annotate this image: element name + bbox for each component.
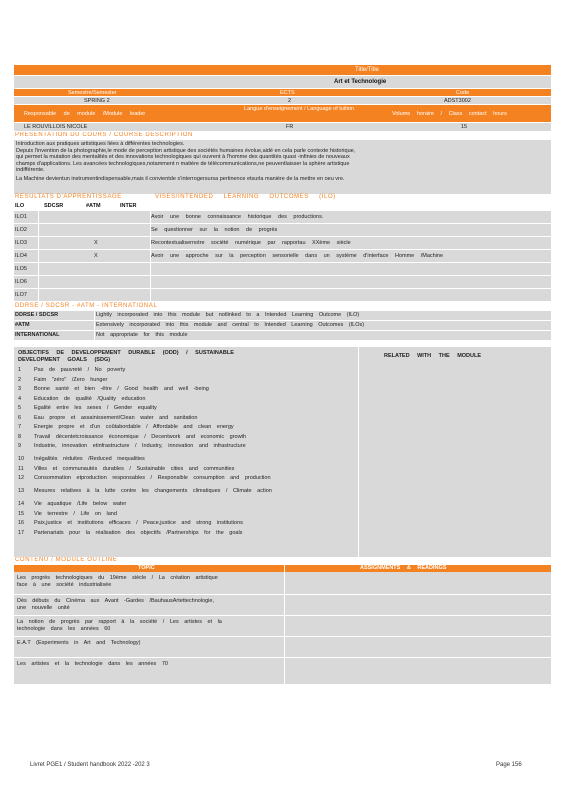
outcomes-table xyxy=(14,211,551,302)
contents-table xyxy=(14,572,551,685)
ilo-id: ILO2 xyxy=(15,227,27,233)
goal-number: 16 xyxy=(18,520,25,526)
presentation-line: La Machine devientun instrumentindispensable,mais il convientde s'interrogersursa pertinence etsurla manière de la mettre en oeu vre. xyxy=(16,175,345,182)
presentation-line: qui permet la mutation des mentalités et des innovations technologiques qui ouvrent à l'homme des quantités quasi -infinies de nouveaux xyxy=(16,154,350,160)
content-row xyxy=(14,595,551,616)
title-label: Title/Title xyxy=(355,67,379,73)
ilo-id: ILO3 xyxy=(15,240,27,246)
goal-row xyxy=(16,414,356,424)
goal-number: 15 xyxy=(18,510,25,517)
goal-number: 12 xyxy=(18,475,25,481)
semester-value: SPRING 2 xyxy=(84,98,110,104)
goal-row xyxy=(16,404,356,414)
goal-row xyxy=(16,487,356,500)
col-ilo: ILO xyxy=(15,203,25,209)
content-divider xyxy=(284,595,285,615)
module-title: Art et Technologie xyxy=(334,79,387,85)
hours-value: 15 xyxy=(461,124,468,130)
col-inter: INTER xyxy=(120,203,137,209)
ilo-id: ILO6 xyxy=(15,279,27,285)
goal-row xyxy=(16,423,356,433)
content-topic-line: Les progrès technologiques du 19ème siècle / La création artistique xyxy=(17,575,218,581)
content-divider xyxy=(284,637,285,657)
footer-page: Page 156 xyxy=(496,762,522,768)
legend-text: Lightly incorporated into this module but notlinked to a Intended Learning Outcome (ILO) xyxy=(96,312,360,318)
goal-number: 6 xyxy=(18,414,22,421)
ilo-id: ILO7 xyxy=(15,292,27,298)
content-topic xyxy=(17,598,282,611)
presentation-line: Depuis l'invention de la photographie,le mode de perception artistique des sociétés humaines évolue,aidé en cela parle contexte historique, xyxy=(16,147,356,154)
legend-row xyxy=(14,311,551,321)
meta-values-row xyxy=(14,97,551,105)
content-topic xyxy=(17,640,282,647)
goal-number: 1 xyxy=(18,367,22,373)
outcomes-column-header xyxy=(14,202,551,211)
semester-label: Semestre/Semester xyxy=(68,90,117,96)
outcomes-heading-left: RESULTATS D'APPRENTISSAGE xyxy=(15,194,122,200)
meta2-values-row xyxy=(14,123,551,132)
goal-number: 5 xyxy=(18,405,22,411)
code-value: ADST3002 xyxy=(444,98,471,104)
ilo-row xyxy=(14,250,551,263)
content-topic-line: E.A.T (Experiments in Art and Technology) xyxy=(17,640,141,646)
ilo-divider xyxy=(38,237,39,249)
ilo-row xyxy=(14,289,551,302)
legend-divider xyxy=(94,311,95,320)
goal-text: Paix,justice et institutions efficaces / Peace,justice and strong institutions xyxy=(34,520,243,526)
legend-row xyxy=(14,321,551,331)
content-divider xyxy=(284,572,285,594)
goal-text: Villes et communautés durables / Sustainable cities and communities xyxy=(34,465,235,472)
ilo-divider xyxy=(38,224,39,236)
ilo-id: ILO4 xyxy=(15,253,27,259)
ilo-divider xyxy=(38,263,39,275)
goal-text: Bonne santé et bien -être / Good health and well -being xyxy=(34,386,209,392)
assignments-label: ASSIGNMENTS & READINGS xyxy=(360,565,447,571)
content-topic xyxy=(17,661,282,668)
content-topic-line: La notion de progrès par rapport à la société / Les artistes et la xyxy=(17,619,222,625)
ects-value: 2 xyxy=(288,98,292,104)
title-label-row xyxy=(14,65,551,76)
ilo-text: Avoir une approche sur la perception sensorielle dans un système d'interface Homme /Machine xyxy=(151,253,444,259)
content-topic-line: une nouvelle unité xyxy=(17,604,70,611)
ilo-row xyxy=(14,263,551,276)
content-row xyxy=(14,616,551,637)
content-topic-line: Les artistes et la technologie dans les années 70 xyxy=(17,661,168,667)
goal-text: Mesures relatives à la lutte contre les changements climatiques / Climate action xyxy=(34,488,272,494)
ilo-divider xyxy=(150,276,151,288)
goal-number: 14 xyxy=(18,501,25,507)
goal-text: Eau propre et assainissement/Clean water and sanitation xyxy=(34,414,198,421)
language-value: FR xyxy=(286,124,294,130)
goal-row xyxy=(16,510,356,520)
legend-text: Extensively incorporated into this module and central to Intended Learning Outcomes (ILOs) xyxy=(96,322,365,328)
goal-number: 9 xyxy=(18,443,22,449)
meta2-labels-row xyxy=(14,105,551,123)
legend-row xyxy=(14,331,551,341)
goal-text: Vie aquatique /Life below water xyxy=(34,501,127,507)
legend-divider xyxy=(94,331,95,340)
presentation-line: indifférente. xyxy=(16,167,45,173)
ilo-mark: X xyxy=(94,240,98,246)
goal-number: 17 xyxy=(18,529,25,536)
goal-text: Education de qualité /Quality education xyxy=(34,395,146,402)
goal-text: Consommation etproduction responsables / Responsible consumption and production xyxy=(34,475,271,481)
goal-row xyxy=(16,474,356,487)
presentation-line: champs d'applications. Les avancées technologiques,notamment n matière de télécommunications,ne peuventlaisser la sphère artistique xyxy=(16,160,350,167)
goal-row xyxy=(16,376,356,386)
content-row xyxy=(14,572,551,595)
content-topic xyxy=(17,575,282,588)
legend-heading: DDRSE / SDCSR - #ATM - INTERNATIONAL xyxy=(15,303,158,309)
goal-row xyxy=(16,366,356,376)
footer-left: Livret PGE1 / Student handbook 2022 -202 3 xyxy=(30,762,150,768)
goal-text: Inégalités réduites /Reduced inequalities xyxy=(34,456,145,462)
ilo-text: Se questionner sur la notion de progrès xyxy=(151,227,278,233)
goal-number: 4 xyxy=(18,395,22,402)
hours-label: Volume horaire / Class contact hours xyxy=(392,111,507,117)
presentation-line: Introduction aux pratiques artistiques liées à différentes technologies. xyxy=(16,141,185,147)
goals-heading-2: DEVELOPMENT GOALS (SDG) xyxy=(18,357,111,363)
content-topic xyxy=(17,619,282,632)
ilo-id: ILO1 xyxy=(15,214,27,220)
related-label: RELATED WITH THE MODULE xyxy=(384,353,482,359)
ilo-divider xyxy=(38,250,39,262)
content-topic-line: face à une société industrialisée xyxy=(17,581,112,588)
ilo-mark: X xyxy=(94,253,98,259)
leader-label: Responsable de module /Module leader xyxy=(24,111,146,117)
ilo-divider xyxy=(38,289,39,301)
content-row xyxy=(14,637,551,658)
topic-label: TOPIC xyxy=(138,565,155,571)
content-topic-line: technologie dans les années 60 xyxy=(17,625,111,632)
ilo-row xyxy=(14,211,551,224)
contents-header-row xyxy=(14,565,551,572)
title-value-row xyxy=(14,76,551,89)
legend-key: #ATM xyxy=(15,322,30,328)
goal-text: Pas de pauvreté / No poverty xyxy=(34,367,126,373)
goal-text: Partenariats pour la réalisation des objectifs /Partnerships for the goals xyxy=(34,529,243,536)
ilo-id: ILO5 xyxy=(15,266,27,272)
goal-row xyxy=(16,519,356,529)
goal-row xyxy=(16,395,356,405)
ilo-divider xyxy=(38,276,39,288)
contents-heading: CONTENU / MODULE OUTLINE xyxy=(15,557,118,563)
goal-row xyxy=(16,455,356,465)
goal-number: 10 xyxy=(18,456,25,462)
legend-text: Not appropriate for this module xyxy=(96,332,188,338)
goal-row xyxy=(16,465,356,475)
goals-list xyxy=(16,366,356,538)
outcomes-heading xyxy=(14,194,551,202)
ilo-text: Avoir une bonne connaissance historique des productions. xyxy=(151,214,324,220)
legend-divider xyxy=(94,321,95,330)
goal-text: Industrie, innovation etinfrastructure / Industry, innovation and infrastructure xyxy=(34,443,246,449)
content-divider xyxy=(284,658,285,684)
content-divider xyxy=(284,616,285,636)
goal-row xyxy=(16,529,356,539)
goal-row xyxy=(16,500,356,510)
goal-number: 3 xyxy=(18,386,22,392)
legend-key: DDRSE / SDCSR xyxy=(15,312,59,318)
goal-text: Energie propre et d'un coûtabordable / Affordable and clean energy xyxy=(34,424,234,430)
code-label: Code xyxy=(456,90,470,96)
ilo-divider xyxy=(150,289,151,301)
content-topic-line: Dès débuts du Cinéma aux Avant -Gardes /BauhausArtettechnologie, xyxy=(17,598,214,604)
ilo-row xyxy=(14,224,551,237)
ilo-row xyxy=(14,276,551,289)
meta-labels-row xyxy=(14,89,551,97)
goals-box xyxy=(14,347,551,557)
presentation-body xyxy=(14,140,551,194)
goal-number: 7 xyxy=(18,424,22,430)
goal-text: Egalité entre les sexes / Gender equality xyxy=(34,405,157,411)
legend-table xyxy=(14,311,551,341)
outcomes-heading-right: VISES/INTENDED LEARNING OUTCOMES (ILO) xyxy=(155,194,336,200)
legend-key: INTERNATIONAL xyxy=(15,332,60,338)
leader-value: LE ROUVILLOIS NICOLE xyxy=(24,124,88,130)
goal-text: Vie terrestre / Life on land xyxy=(34,510,117,517)
presentation-heading: PRESENTATION DU COURS / COURSE DESCRIPTION xyxy=(15,132,193,138)
goals-heading-1: OBJECTIFS DE DEVELOPPEMENT DURABLE (ODD) / SUSTAINABLE xyxy=(18,350,234,356)
goal-row xyxy=(16,442,356,455)
ects-label: ECTS xyxy=(280,90,295,96)
goal-number: 11 xyxy=(18,465,24,472)
ilo-divider xyxy=(38,211,39,223)
ilo-text: Recontextualisernotre société numérique par rapportau XXème siècle xyxy=(151,240,351,246)
goal-text: Travail décentetcroissance économique / Decentwork and economic growth xyxy=(34,433,247,440)
goal-text: Faim "zéro" /Zero hunger xyxy=(34,376,108,383)
module-sheet xyxy=(14,65,551,685)
col-atm: #ATM xyxy=(86,203,101,209)
goal-row xyxy=(16,433,356,443)
ilo-divider xyxy=(150,263,151,275)
ilo-row xyxy=(14,237,551,250)
col-sdcsr: SDCSR xyxy=(44,203,64,209)
goal-number: 13 xyxy=(18,488,25,494)
language-label: Langue d'enseignement / Language of tuition xyxy=(244,106,354,112)
goal-number: 2 xyxy=(18,376,22,383)
content-row xyxy=(14,658,551,685)
goal-row xyxy=(16,385,356,395)
goal-number: 8 xyxy=(18,433,22,440)
